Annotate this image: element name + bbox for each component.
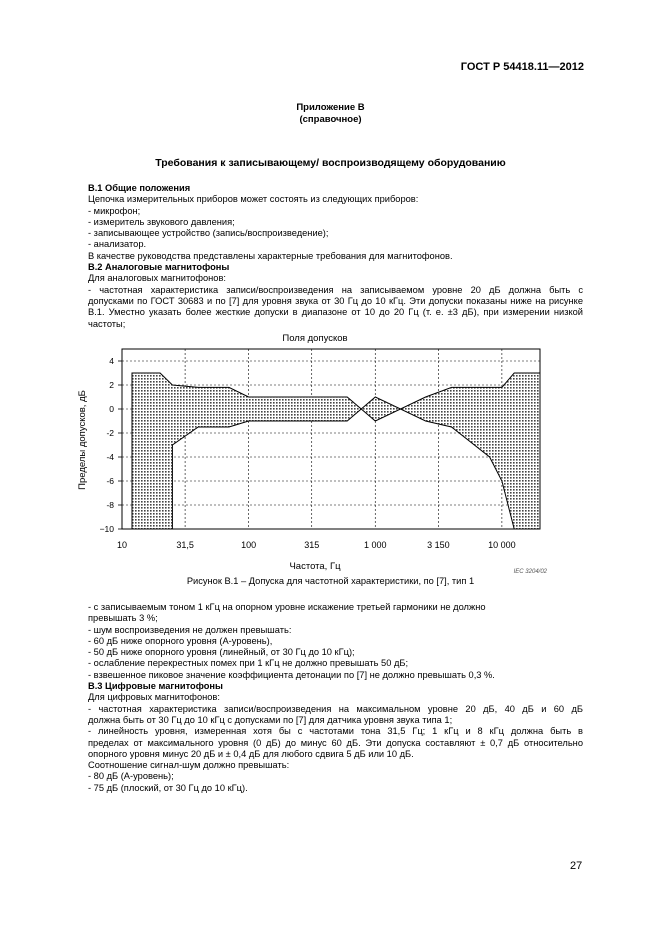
x-tick-label: 315 [304, 540, 320, 550]
subsection-heading: В.1 Общие положения [88, 183, 191, 193]
list-item: - ослабление перекрестных помех при 1 кГц не должно превышать 50 дБ; [88, 658, 409, 669]
x-tick-label: 10 [116, 540, 128, 550]
y-axis-label: Пределы допусков, дБ [77, 390, 88, 490]
paragraph-line: должна быть от 30 Гц до 10 кГц с допусками по [7] для датчика уровня звука типа 1; [88, 714, 453, 725]
paragraph-line: В.1. Уместно указать более жесткие допуски в диапазоне от 10 до 20 Гц (т. е. ±3 дБ), при измерении низкой [88, 307, 583, 318]
y-tick-label: 4 [109, 356, 114, 366]
paragraph-line: частоты; [88, 318, 126, 329]
y-axis [100, 356, 122, 534]
x-tick-label: 1 000 [363, 540, 387, 550]
annex-title: Приложение В [296, 102, 365, 113]
text-block-general [88, 183, 583, 330]
y-tick-label: -2 [106, 428, 114, 438]
y-tick-label: 2 [109, 380, 114, 390]
chart-title: Поля допусков [282, 333, 348, 344]
x-axis [117, 540, 516, 550]
y-tick-label: −10 [99, 524, 114, 534]
paragraph-line: опорного уровня минус 20 дБ и ± 0,4 дБ для любого сдвига 5 дБ или 10 дБ. [88, 748, 414, 759]
figure-caption: Рисунок В.1 – Допуска для частотной характеристики, по [7], тип 1 [186, 576, 475, 586]
x-tick-label: 3 150 [427, 540, 450, 550]
list-item: - взвешенное пиковое значение коэффициента детонации по [7] не должно превышать 0,3 %. [88, 669, 495, 680]
x-tick-label: 10 000 [488, 540, 516, 550]
list-item: - измеритель звукового давления; [88, 216, 235, 227]
paragraph-line: Для цифровых магнитофонов: [88, 692, 220, 703]
paragraph-line: - шум воспроизведения не должен превышать: [88, 624, 292, 635]
list-item: - 80 дБ (А-уровень); [88, 771, 174, 782]
text-block-requirements [88, 602, 583, 794]
paragraph-line: В качестве руководства представлены характерные требования для магнитофонов. [88, 250, 453, 261]
y-tick-label: -4 [106, 452, 114, 462]
tolerance-chart [0, 330, 661, 580]
document-number: ГОСТ Р 54418.11—2012 [460, 61, 584, 73]
x-tick-label: 31,5 [176, 540, 194, 550]
list-item: - микрофон; [88, 205, 141, 216]
list-item: - 75 дБ (плоский, от 30 Гц до 10 кГц). [88, 782, 248, 793]
list-item: - 60 дБ ниже опорного уровня (А-уровень), [88, 635, 273, 646]
paragraph-line: - частотная характеристика записи/воспроизведения на записываемом уровне 20 дБ должна быть с [88, 284, 583, 295]
list-item: - 50 дБ ниже опорного уровня (линейный, от 30 Гц до 10 кГц); [88, 647, 355, 658]
y-tick-label: 0 [109, 404, 114, 414]
paragraph-line: - линейность уровня, измеренная хотя бы с частотами тона 31,5 Гц; 1 кГц и 8 кГц должна быть в [88, 726, 583, 737]
x-axis-label: Частота, Гц [289, 561, 341, 572]
paragraph-line: Для аналоговых магнитофонов: [88, 273, 226, 284]
annex-subtitle: (справочное) [299, 114, 362, 125]
tolerance-band [132, 373, 540, 529]
list-item: - записывающее устройство (запись/воспроизведение); [88, 228, 329, 239]
subsection-heading: В.3 Цифровые магнитофоны [88, 681, 223, 692]
section-title: Требования к записывающему/ воспроизводящему оборудованию [155, 157, 506, 169]
x-tick-label: 100 [241, 540, 257, 550]
paragraph-line: превышать 3 %; [88, 613, 158, 624]
list-item: - анализатор. [88, 239, 147, 250]
paragraph-line: допусками по ГОСТ 30683 и по [7] для уровня звука от 30 Гц до 10 кГц. Эти допуски показаны ниже на рисунке [88, 295, 583, 306]
paragraph-line: пределах от максимального уровня (0 дБ) до минус 60 дБ. Эти допуска составляют ± 0,7 дБ относительно [88, 737, 583, 748]
paragraph-line: Соотношение сигнал-шум должно превышать: [88, 760, 290, 771]
y-tick-label: -8 [106, 500, 114, 510]
page-number: 27 [570, 860, 583, 872]
subsection-heading: В.2 Аналоговые магнитофоны [88, 262, 230, 273]
annex-heading [0, 102, 661, 126]
paragraph-line: Цепочка измерительных приборов может состоять из следующих приборов: [88, 194, 419, 205]
figure-watermark: IEC 3204/02 [513, 569, 547, 575]
paragraph-line: - частотная характеристика записи/воспроизведения на максимальном уровне 20 дБ, 40 дБ и 60 дБ [88, 703, 583, 714]
y-tick-label: -6 [106, 476, 114, 486]
paragraph-line: - с записываемым тоном 1 кГц на опорном уровне искажение третьей гармоники не должно [88, 602, 486, 612]
